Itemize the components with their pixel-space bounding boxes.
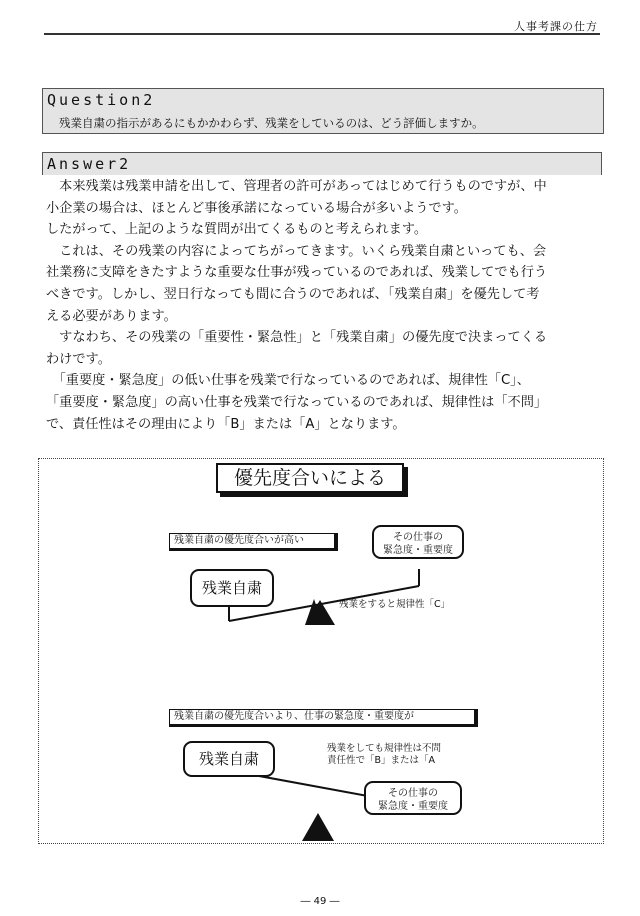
answer-line: 本来残業は残業申請を出して、管理者の許可があってはじめて行うものですが、中 [46,179,547,194]
answer-label: Answer2 [47,155,132,173]
diagram2-right-pill [364,781,462,815]
pill-line: その仕事の [393,532,443,543]
note-line: 責任性で「B」または「A [327,755,436,766]
diagram1-note: 残業をすると規律性「C」 [339,599,451,610]
answer-line: 「重要度・緊急度」の高い仕事を残業で行なっているのであれば、規律性は「不問」 [46,394,548,410]
running-header: 人事考課の仕方 [514,20,598,33]
diagram2-left-pill: 残業自粛 [183,741,275,777]
header-rule [44,33,600,35]
fulcrum-2 [302,813,334,841]
diagram2-bar-label: 残業自粛の優先度合いより、仕事の緊急度・重要度が [169,709,478,727]
answer-body [46,176,602,435]
note-line: 残業をしても規律性は不問 [327,743,442,754]
answer-box [42,152,602,175]
pill-line: 緊急度・重要度 [383,545,453,556]
answer-line: で、責任性はその理由により「B」または「A」となります。 [46,416,406,432]
answer-line: したがって、上記のような質問が出てくるものと考えられます。 [46,222,428,238]
page-number: ― 49 ― [300,896,340,907]
priority-figure [38,458,604,844]
answer-line: 「重要度・緊急度」の低い仕事を残業で行なっているのであれば、規律性「C」、 [46,373,530,389]
question-box [42,88,604,134]
answer-line: 社業務に支障をきたすような重要な仕事が残っているのであれば、残業してでも行う [46,265,548,281]
seesaw-diagrams [39,459,603,843]
answer-line: これは、その残業の内容によってちがってきます。いくら残業自粛といっても、会 [46,243,547,259]
answer-line: すなわち、その残業の「重要性・緊急性」と「残業自粛」の優先度で決まってくる [46,330,548,346]
diagram1-bar-label: 残業自粛の優先度合いが高い [169,533,338,551]
diagram2-note [327,743,441,767]
diagram1-left-pill: 残業自粛 [190,569,274,607]
answer-line: 小企業の場合は、ほとんど事後承諾になっている場合が多いようです。 [46,200,467,216]
answer-line: わけです。 [46,351,111,367]
question-label: Question2 [47,91,156,109]
pill-line: 緊急度・重要度 [378,801,448,812]
question-text: 残業自粛の指示があるにもかかわらず、残業をしているのは、どう評価しますか。 [59,116,484,130]
figure-title: 優先度合いによる [216,463,404,493]
answer-line: べきです。しかし、翌日行なっても間に合うのであれば、「残業自粛」を優先して考 [46,286,540,302]
pill-line: その仕事の [388,788,438,799]
diagram1-right-pill [372,525,464,559]
answer-line: える必要があります。 [46,308,177,324]
